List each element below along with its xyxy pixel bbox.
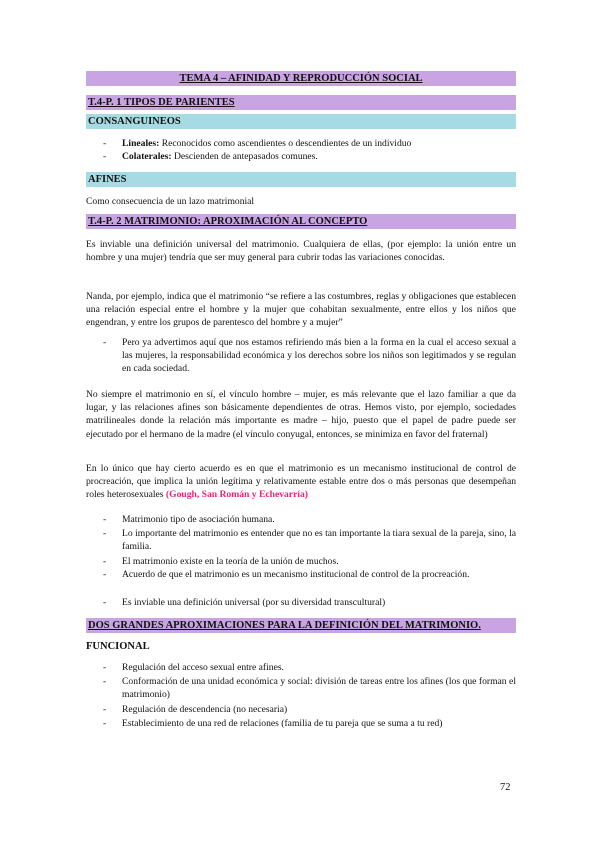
section-heading-matrimonio: T.4-P. 2 MATRIMONIO: APROXIMACIÓN AL CONCEPTO <box>86 214 516 229</box>
list-item: Es inviable una definición universal (por su diversidad transcultural) <box>122 597 386 608</box>
subheading-afines: AFINES <box>86 172 516 187</box>
list-dash: - <box>103 514 107 525</box>
section-heading-tipos-parientes: T.4-P. 1 TIPOS DE PARIENTES <box>86 95 516 110</box>
term-colaterales: Colaterales: <box>122 151 172 162</box>
list-item: Regulación del acceso sexual entre afines. <box>122 662 284 673</box>
definition-colaterales: Descienden de antepasados comunes. <box>171 151 318 162</box>
page-number: 72 <box>500 782 511 793</box>
bullet-advertimos: Pero ya advertimos aquí que nos estamos refiriendo más bien a la forma en la cual el acceso sexual a las mujeres, la responsabilidad económica y los derechos sobre los niños son legitimados y se regulan en cada sociedad. <box>122 337 516 375</box>
definition-lineales: Reconocidos como ascendientes o descendientes de un individuo <box>159 138 412 149</box>
subheading-funcional: FUNCIONAL <box>86 641 150 652</box>
paragraph-definicion: Es inviable una definición universal del matrimonio. Cualquiera de ellas, (por ejemplo: la unión entre un hombre y una mujer) tendría que ser muy general para cubrir todas las variaciones conocidas. <box>86 239 516 264</box>
paragraph-matrilineales: No siempre el matrimonio en sí, el vínculo hombre – mujer, es más relevante que el lazo familiar a que da lugar, y las relaciones afines son básicamente dependientes de otras. Hemos visto, por ejemplo, sociedades matrilineales donde la relación más importante es madre – hijo, puesto que el papel de padre puede ser ejecutado por el hermano de la madre (el vínculo conyugal, entonces, se minimiza en favor del fraternal) <box>86 389 516 440</box>
citation-authors: (Gough, San Román y Echevarría) <box>165 489 308 501</box>
term-lineales: Lineales: <box>122 138 160 149</box>
list-dash: - <box>103 662 107 673</box>
list-item-colaterales <box>122 150 516 163</box>
list-item: Acuerdo de que el matrimonio es un mecanismo institucional de control de la procreación. <box>122 569 470 580</box>
list-item: Matrimonio tipo de asociación humana. <box>122 514 275 525</box>
paragraph-acuerdo-text: En lo único que hay cierto acuerdo es en que el matrimonio es un mecanismo institucional de control de procreación, que implica la unión legítima y relativamente estable entre dos o más personas que desempeñan roles heterosexuales <box>86 463 516 501</box>
list-dash: - <box>103 337 107 348</box>
list-dash: - <box>103 718 107 729</box>
list-item: Establecimiento de una red de relaciones (familia de tu pareja que se suma a tu red) <box>122 718 443 729</box>
paragraph-afines: Como consecuencia de un lazo matrimonial <box>86 196 255 207</box>
section-heading-aproximaciones: DOS GRANDES APROXIMACIONES PARA LA DEFINICIÓN DEL MATRIMONIO. <box>86 618 516 633</box>
list-dash: - <box>103 704 107 715</box>
paragraph-acuerdo <box>86 462 516 502</box>
list-dash: - <box>103 676 107 687</box>
list-item: Regulación de descendencia (no necesaria) <box>122 704 288 715</box>
list-dash: - <box>103 528 107 539</box>
list-dash: - <box>103 597 107 608</box>
list-item-lineales <box>122 137 516 150</box>
list-dash: - <box>103 151 107 162</box>
list-item: Lo importante del matrimonio es entender que no es tan importante la tiara sexual de la pareja, sino, la familia. <box>122 528 516 553</box>
document-title: TEMA 4 – AFINIDAD Y REPRODUCCIÓN SOCIAL <box>86 71 516 86</box>
list-dash: - <box>103 569 107 580</box>
subheading-consanguineos: CONSANGUINEOS <box>86 114 516 129</box>
list-dash: - <box>103 138 107 149</box>
paragraph-nanda: Nanda, por ejemplo, indica que el matrimonio “se refiere a las costumbres, reglas y obligaciones que establecen una relación especial entre el hombre y la mujer que cohabitan sexualmente, entre ellos y los niños que engendran, y entre los grupos de parentesco del hombre y a mujer” <box>86 291 516 329</box>
list-item: Conformación de una unidad económica y social: división de tareas entre los afines (los que forman el matrimonio) <box>122 676 516 701</box>
list-dash: - <box>103 556 107 567</box>
list-item: El matrimonio existe en la teoría de la unión de muchos. <box>122 556 339 567</box>
